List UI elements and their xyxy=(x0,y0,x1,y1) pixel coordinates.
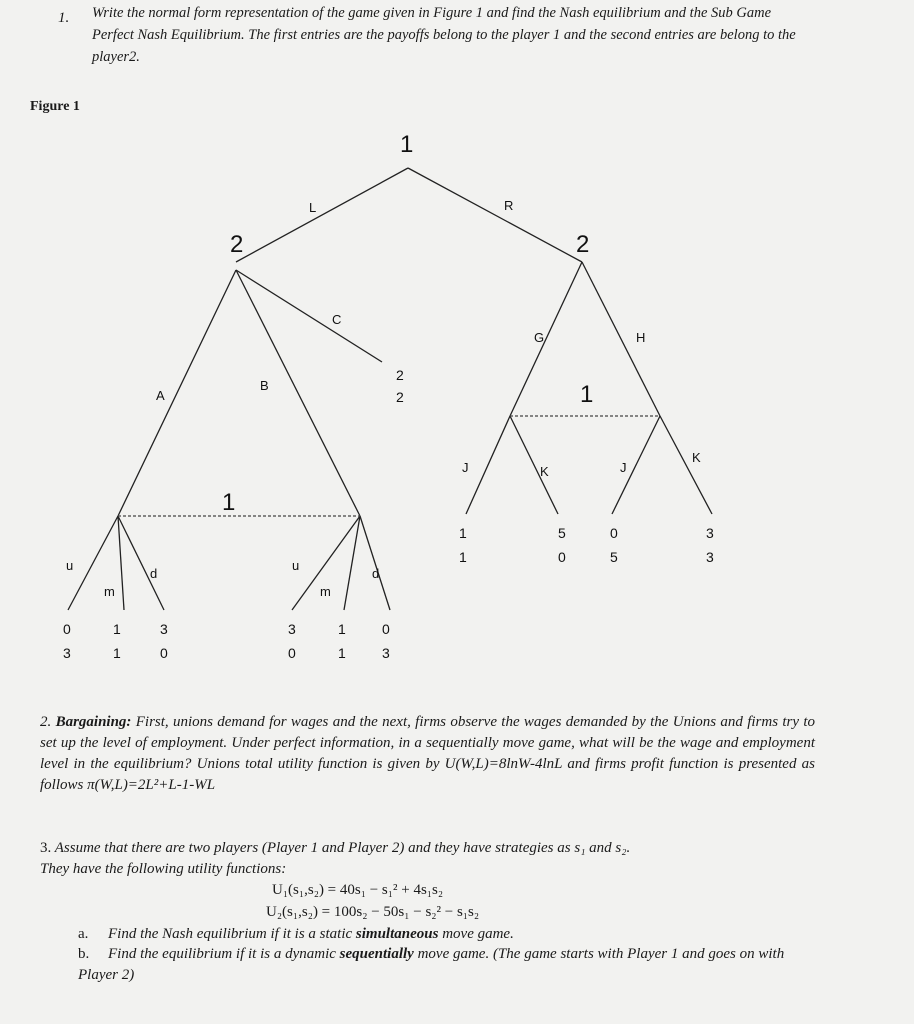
payoff-HJ-p1: 0 xyxy=(610,525,618,541)
edge-K-right xyxy=(660,416,712,514)
payoff-Bd-p2: 3 xyxy=(382,645,390,661)
action-K-2: K xyxy=(692,450,701,465)
payoff-Au-p1: 0 xyxy=(63,621,71,637)
question-3b-bold: sequentially xyxy=(339,946,414,962)
action-u-2: u xyxy=(292,558,300,573)
action-A: A xyxy=(156,388,165,403)
question-3-line-2: They have the following utility functions: xyxy=(40,861,287,877)
action-G: G xyxy=(534,330,545,345)
action-R: R xyxy=(504,198,514,213)
figure-label: Figure 1 xyxy=(30,99,80,114)
payoff-GK-p2: 0 xyxy=(558,549,566,565)
action-H: H xyxy=(636,330,646,345)
edge-K-left xyxy=(510,416,558,514)
payoff-HK-p2: 3 xyxy=(706,549,714,565)
edge-J-left xyxy=(466,416,510,514)
question-3a xyxy=(78,924,818,945)
payoff-Bm-p1: 1 xyxy=(338,621,346,637)
utility-equation-2: U₂(s₁,s₂) = 100s₂ − 50s₁ − s₂² − s₁s₂ xyxy=(266,904,480,920)
question-3b-post: move game. (The game starts with Player 1 and goes on with Player 2) xyxy=(78,946,785,983)
payoff-C-p1: 2 xyxy=(396,367,404,383)
payoff-HJ-p2: 5 xyxy=(610,549,618,565)
question-3a-pre: Find the Nash equilibrium if it is a static xyxy=(108,926,353,942)
payoff-GJ-p1: 1 xyxy=(459,525,467,541)
question-2-text: First, unions demand for wages and the next, firms observe the wages demanded by the Unions and firms try to set up the level of employment. Under perfect information, in a sequentially move game, what will be the wage and employment level in the equilibrium? Unions total utility function is given by U(W,L)=8lnW-4lnL and firms profit function is presented as follows π(W,L)=2L²+L-1-WL xyxy=(40,714,816,793)
action-J-1: J xyxy=(462,460,469,475)
edge-B xyxy=(236,270,360,516)
question-1-number: 1. xyxy=(58,10,70,26)
payoff-Au-p2: 3 xyxy=(63,645,71,661)
action-K-1: K xyxy=(540,464,549,479)
payoff-GK-p1: 5 xyxy=(558,525,566,541)
root-player-label: 1 xyxy=(400,131,414,158)
question-3b-pre: Find the equilibrium if it is a dynamic xyxy=(108,946,336,962)
payoff-Bd-p1: 0 xyxy=(382,621,390,637)
payoff-HK-p1: 3 xyxy=(706,525,714,541)
action-L: L xyxy=(309,200,317,215)
edge-m-left xyxy=(118,516,124,610)
edge-m-right xyxy=(344,516,360,610)
action-J-2: J xyxy=(620,460,627,475)
payoff-Ad-p1: 3 xyxy=(160,621,168,637)
action-d-1: d xyxy=(150,566,158,581)
utility-equation-1: U₁(s₁,s₂) = 40s₁ − s₁² + 4s₁s₂ xyxy=(272,882,444,898)
payoff-Am-p1: 1 xyxy=(113,621,121,637)
action-u-1: u xyxy=(66,558,74,573)
left-info-player-label: 1 xyxy=(222,489,236,516)
action-C: C xyxy=(332,312,342,327)
edge-d-right xyxy=(360,516,390,610)
edge-d-left xyxy=(118,516,164,610)
question-3 xyxy=(40,838,830,880)
question-2 xyxy=(40,712,815,796)
question-3b-letter: b. xyxy=(78,946,90,962)
action-m-1: m xyxy=(104,584,115,599)
edge-C xyxy=(236,270,382,362)
edge-L xyxy=(236,168,408,262)
payoff-Am-p2: 1 xyxy=(113,645,121,661)
edge-H xyxy=(582,262,660,416)
right-player-label: 2 xyxy=(576,231,590,258)
edge-A xyxy=(118,270,236,516)
edge-G xyxy=(510,262,582,416)
question-2-number: 2. xyxy=(40,714,52,730)
question-2-title: Bargaining: xyxy=(55,714,132,730)
question-1-text: Write the normal form representation of the game given in Figure 1 and find the Nash equilibrium and the Sub Game Perfect Nash Equilibrium. The first entries are the payoffs belong to the player 1 and the second entries are belong to the player2. xyxy=(92,5,796,65)
payoff-Ad-p2: 0 xyxy=(160,645,168,661)
edge-R xyxy=(408,168,582,262)
payoff-C-p2: 2 xyxy=(396,389,404,405)
payoff-Bu-p2: 0 xyxy=(288,645,296,661)
question-3b xyxy=(78,944,818,986)
question-3-line-1: Assume that there are two players (Player 1 and Player 2) and they have strategies as s₁ and s₂. xyxy=(54,840,631,856)
payoff-Bm-p2: 1 xyxy=(338,645,346,661)
question-3-number: 3. xyxy=(40,840,52,856)
action-m-2: m xyxy=(320,584,331,599)
left-player-label: 2 xyxy=(230,231,244,258)
question-3a-bold: simultaneous xyxy=(355,926,439,942)
question-3a-post: move game. xyxy=(442,926,514,942)
right-info-player-label: 1 xyxy=(580,381,594,408)
action-B: B xyxy=(260,378,269,393)
payoff-GJ-p2: 1 xyxy=(459,549,467,565)
question-3a-letter: a. xyxy=(78,926,89,942)
action-d-2: d xyxy=(372,566,380,581)
payoff-Bu-p1: 3 xyxy=(288,621,296,637)
